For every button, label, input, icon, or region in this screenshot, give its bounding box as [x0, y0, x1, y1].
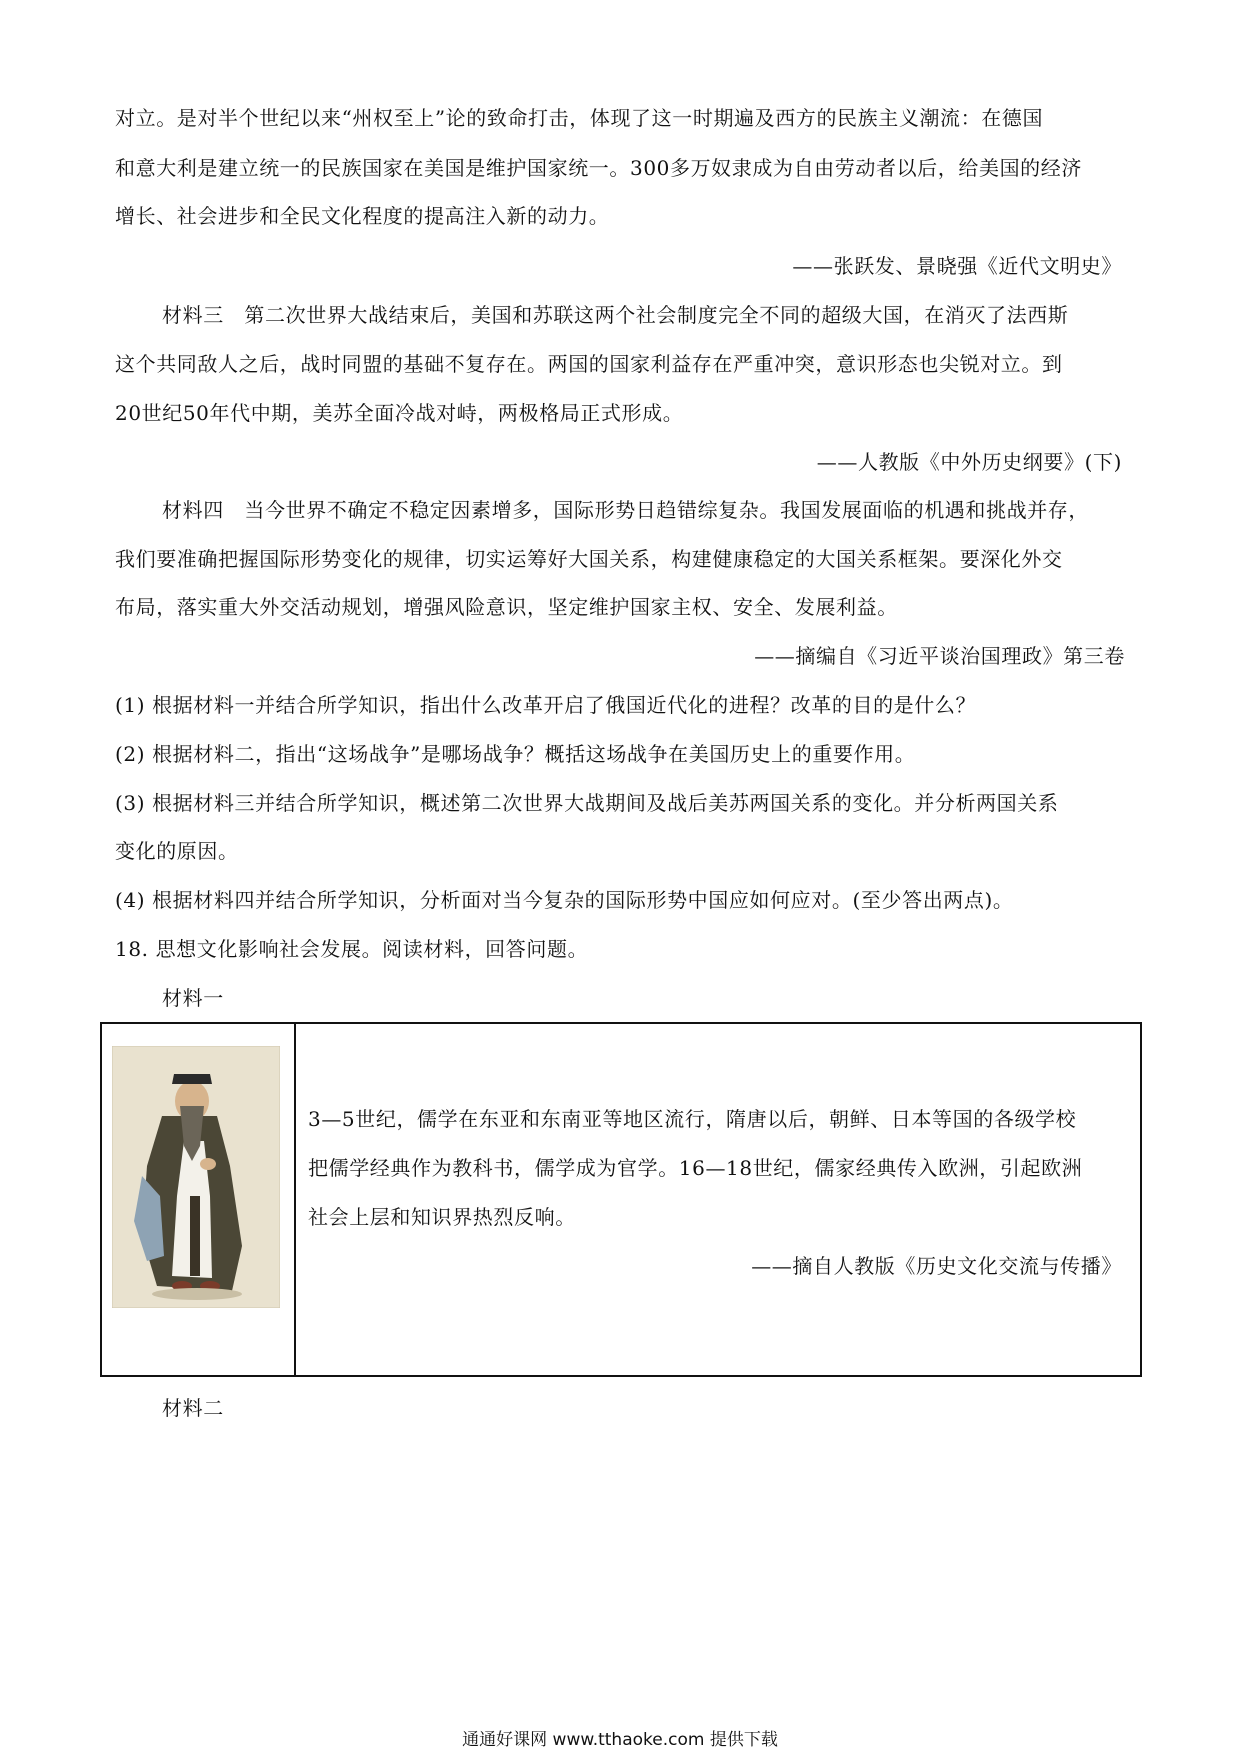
- material4-source: ——摘编自《习近平谈治国理政》第三卷: [754, 644, 1125, 668]
- material1-table: [100, 1022, 1142, 1377]
- material1-label: 材料一: [162, 986, 224, 1010]
- material1-line-1: 3—5世纪，儒学在东亚和东南亚等地区流行，隋唐以后，朝鲜、日本等国的各级学校: [308, 1107, 1077, 1131]
- page-footer: 通通好课网 www.tthaoke.com 提供下载: [462, 1730, 778, 1750]
- confucius-portrait-image: [112, 1046, 280, 1308]
- question-3-line-1: (3) 根据材料三并结合所学知识，概述第二次世界大战期间及战后美苏两国关系的变化。并分析两国关系: [115, 791, 1059, 815]
- material3-line-3: 20世纪50年代中期，美苏全面冷战对峙，两极格局正式形成。: [115, 401, 684, 425]
- question-3-line-2: 变化的原因。: [115, 839, 239, 863]
- material2-source: ——张跃发、景晓强《近代文明史》: [792, 254, 1122, 278]
- material4-line-3: 布局，落实重大外交活动规划，增强风险意识，坚定维护国家主权、安全、发展利益。: [115, 595, 898, 619]
- material4-line-1: 材料四 当今世界不确定不稳定因素增多，国际形势日趋错综复杂。我国发展面临的机遇和挑战并存，: [162, 498, 1089, 522]
- question-2: (2) 根据材料二，指出“这场战争”是哪场战争？概括这场战争在美国历史上的重要作用。: [115, 742, 916, 766]
- material3-source: ——人教版《中外历史纲要》(下): [816, 450, 1122, 474]
- question-1: (1) 根据材料一并结合所学知识，指出什么改革开启了俄国近代化的进程？改革的目的是什么？: [115, 693, 977, 717]
- material2-label: 材料二: [162, 1396, 224, 1420]
- material3-line-2: 这个共同敌人之后，战时同盟的基础不复存在。两国的国家利益存在严重冲突，意识形态也尖锐对立。到: [115, 352, 1063, 376]
- material3-line-1: 材料三 第二次世界大战结束后，美国和苏联这两个社会制度完全不同的超级大国，在消灭了法西斯: [162, 303, 1069, 327]
- material2-line-1: 对立。是对半个世纪以来“州权至上”论的致命打击，体现了这一时期遍及西方的民族主义潮流：在德国: [115, 106, 1044, 130]
- material4-line-2: 我们要准确把握国际形势变化的规律，切实运筹好大国关系，构建健康稳定的大国关系框架。要深化外交: [115, 547, 1063, 571]
- material1-line-3: 社会上层和知识界热烈反响。: [308, 1205, 576, 1229]
- material1-source: ——摘自人教版《历史文化交流与传播》: [751, 1254, 1122, 1278]
- table-divider: [294, 1024, 296, 1375]
- question-4: (4) 根据材料四并结合所学知识，分析面对当今复杂的国际形势中国应如何应对。(至少答出两点)。: [115, 888, 1014, 912]
- material2-line-3: 增长、社会进步和全民文化程度的提高注入新的动力。: [115, 204, 610, 228]
- question-18-stem: 18. 思想文化影响社会发展。阅读材料，回答问题。: [115, 937, 589, 961]
- material1-line-2: 把儒学经典作为教科书，儒学成为官学。16—18世纪，儒家经典传入欧洲，引起欧洲: [308, 1156, 1083, 1180]
- material2-line-2: 和意大利是建立统一的民族国家在美国是维护国家统一。300多万奴隶成为自由劳动者以后，给美国的经济: [115, 156, 1082, 180]
